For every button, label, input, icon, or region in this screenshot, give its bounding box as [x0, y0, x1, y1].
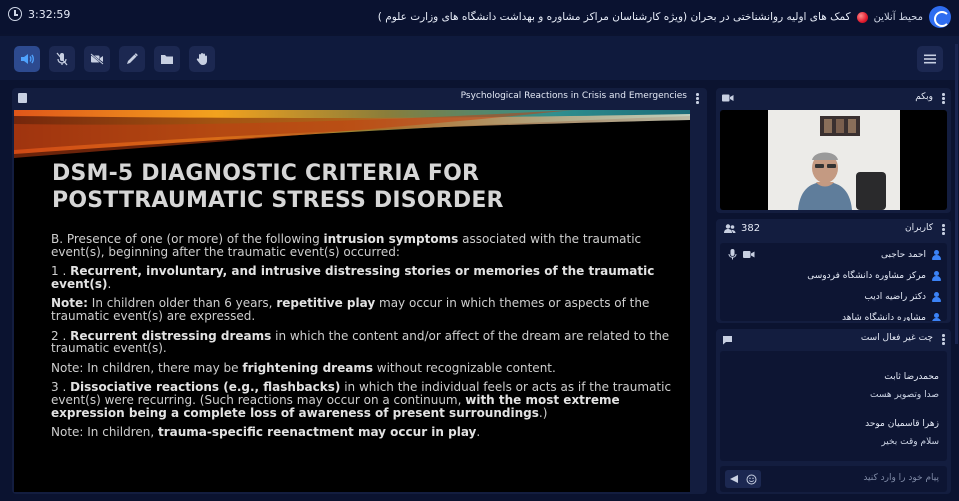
- webcam-video: [720, 110, 947, 210]
- user-count: [724, 223, 760, 234]
- note-3-emphasis: trauma-specific reenactment may occur in play: [158, 425, 477, 440]
- webcam-options-icon[interactable]: [942, 93, 945, 104]
- user-row[interactable]: [864, 288, 941, 306]
- note-1-emphasis: repetitive play: [276, 296, 376, 311]
- presenter-figure: [768, 110, 900, 210]
- chat-bubble-icon: [722, 335, 733, 345]
- note-1-text: In children older than 6 years,: [87, 296, 277, 311]
- slide-heading-line-1: DSM-5 DIAGNOSTIC CRITERIA FOR: [52, 161, 480, 186]
- note-1-label: Note:: [51, 296, 88, 311]
- note-2-text: Note: In children, there may be: [51, 360, 243, 375]
- chat-header: [716, 329, 951, 349]
- users-icon: [724, 224, 736, 234]
- item-3: [51, 381, 676, 419]
- clock-time: 3:32:59: [28, 7, 71, 21]
- chat-input-bar: [720, 466, 947, 492]
- presentation-panel: [12, 88, 707, 494]
- chat-messages: [720, 351, 947, 461]
- chat-options-icon[interactable]: [942, 334, 945, 345]
- speaker-icon: [19, 51, 35, 67]
- video-camera-icon: [722, 93, 734, 103]
- slide-heading-line-2: POSTTRAUMATIC STRESS DISORDER: [52, 188, 504, 213]
- microphone-button[interactable]: [49, 46, 75, 72]
- chat-text: سلام وقت بخیر: [881, 437, 939, 447]
- menu-button[interactable]: [917, 46, 943, 72]
- hamburger-icon: [922, 51, 938, 67]
- users-options-icon[interactable]: [942, 224, 945, 235]
- top-bar: [0, 0, 959, 34]
- files-button[interactable]: [154, 46, 180, 72]
- note-3-end: .: [476, 425, 481, 440]
- person-icon: [932, 292, 941, 302]
- chat-input[interactable]: پیام خود را وارد کنید: [863, 473, 939, 483]
- chat-actions: [725, 470, 761, 488]
- item-3-number: 3 .: [51, 380, 71, 395]
- webcam-title: وبکم: [915, 92, 933, 102]
- pen-icon: [124, 51, 140, 67]
- chat-sender: زهرا قاسمیان موحد: [865, 419, 939, 429]
- slide-body: [51, 233, 676, 446]
- presenter-video: [768, 110, 900, 210]
- clock-icon: [8, 7, 22, 21]
- toolbar: [0, 36, 959, 80]
- chat-title: چت غیر فعال است: [860, 333, 933, 343]
- note-2: [51, 362, 676, 375]
- mic-muted-icon: [54, 51, 70, 67]
- note-1: [51, 297, 676, 322]
- users-header: [716, 219, 951, 239]
- item-3-end: .): [538, 405, 548, 420]
- chat-panel: [716, 329, 951, 494]
- note-1-text-end: may occur in which themes or aspects of the traumatic event(s) are expressed.: [51, 296, 650, 323]
- item-2-text: in which the content and/or affect of the dream are related to the traumatic event(s).: [51, 328, 670, 356]
- user-name: دکتر راضیه ادیب: [864, 292, 926, 302]
- chat-sender: محمدرضا ثابت: [884, 372, 939, 382]
- person-icon: [932, 271, 941, 281]
- users-panel: [716, 219, 951, 323]
- pen-button[interactable]: [119, 46, 145, 72]
- user-media-controls: [728, 249, 755, 260]
- item-1-emphasis: Recurrent, involuntary, and intrusive distressing stories or memories of the traumatic event(s): [51, 264, 655, 291]
- criterion-b: [51, 233, 676, 258]
- note-2-emphasis: frightening dreams: [242, 360, 373, 375]
- item-3-text: in which the individual feels or acts as if the traumatic event(s) were recurring. (Such reactions may occur on a continuum,: [51, 380, 672, 407]
- webcam-panel: [716, 88, 951, 213]
- note-3-text: Note: In children,: [51, 425, 158, 440]
- user-row[interactable]: [881, 246, 941, 264]
- person-icon: [932, 313, 941, 321]
- user-name: مشاوره دانشگاه شاهد: [842, 313, 926, 321]
- item-1: [51, 265, 676, 290]
- users-title: کاربران: [905, 223, 933, 233]
- item-2-emphasis: Recurrent distressing dreams: [70, 328, 272, 343]
- speaker-button[interactable]: [14, 46, 40, 72]
- person-icon: [932, 250, 941, 260]
- title-area: [378, 6, 951, 28]
- presentation-header: [12, 88, 707, 108]
- user-count-value: 382: [741, 223, 761, 234]
- camera-button[interactable]: [84, 46, 110, 72]
- session-clock: [8, 7, 70, 21]
- user-camera-icon[interactable]: [743, 250, 755, 259]
- presentation-title: Psychological Reactions in Crisis and Emergencies: [460, 91, 687, 101]
- criterion-b-emphasis: intrusion symptoms: [323, 232, 459, 246]
- item-1-number: 1 .: [51, 264, 71, 279]
- session-title: کمک های اولیه روانشناختی در بحران (ویژه کارشناسان مراکز مشاوره و بهداشت دانشگاه های وزارت علوم ): [377, 11, 851, 23]
- app-logo-icon: [929, 6, 951, 28]
- chat-message: [759, 371, 939, 401]
- user-row[interactable]: [842, 309, 941, 321]
- user-name: احمد حاجبی: [881, 250, 926, 260]
- raise-hand-button[interactable]: [189, 46, 215, 72]
- chat-message: [759, 418, 939, 448]
- item-2-number: 2 .: [51, 328, 71, 343]
- send-arrow-icon[interactable]: [729, 474, 739, 484]
- note-3: [51, 426, 676, 439]
- camera-off-icon: [89, 51, 105, 67]
- presentation-options-icon[interactable]: [696, 93, 699, 104]
- criterion-b-text-end: associated with the traumatic event(s), beginning after the traumatic event(s) occurred:: [51, 232, 642, 259]
- slide-canvas: [14, 110, 690, 492]
- recording-dot-icon: [857, 12, 868, 23]
- user-mic-icon[interactable]: [728, 249, 737, 260]
- criterion-b-text: B. Presence of one (or more) of the following: [51, 232, 324, 246]
- slide-heading: [52, 160, 504, 214]
- webcam-header: [716, 88, 951, 108]
- item-2: [51, 330, 676, 355]
- brand-name: محیط آنلاین: [873, 11, 923, 23]
- item-1-end: .: [107, 276, 112, 291]
- user-name: مرکز مشاوره دانشگاه فردوسی: [807, 271, 926, 281]
- document-icon: [18, 93, 27, 103]
- slide-decoration-band: [14, 110, 690, 158]
- note-2-text-end: without recognizable content.: [372, 360, 556, 375]
- emoji-icon[interactable]: [746, 474, 757, 485]
- chat-text: صدا وتصویر هست: [870, 390, 939, 400]
- folder-icon: [159, 51, 175, 67]
- user-row[interactable]: [807, 267, 941, 285]
- item-3-emphasis-2: with the most extreme expression being a complete loss of awareness of present surroundings: [51, 392, 620, 420]
- page-scrollbar[interactable]: [955, 44, 958, 344]
- item-3-emphasis: Dissociative reactions (e.g., flashbacks): [70, 380, 341, 395]
- user-list: [720, 243, 947, 321]
- raise-hand-icon: [194, 51, 210, 67]
